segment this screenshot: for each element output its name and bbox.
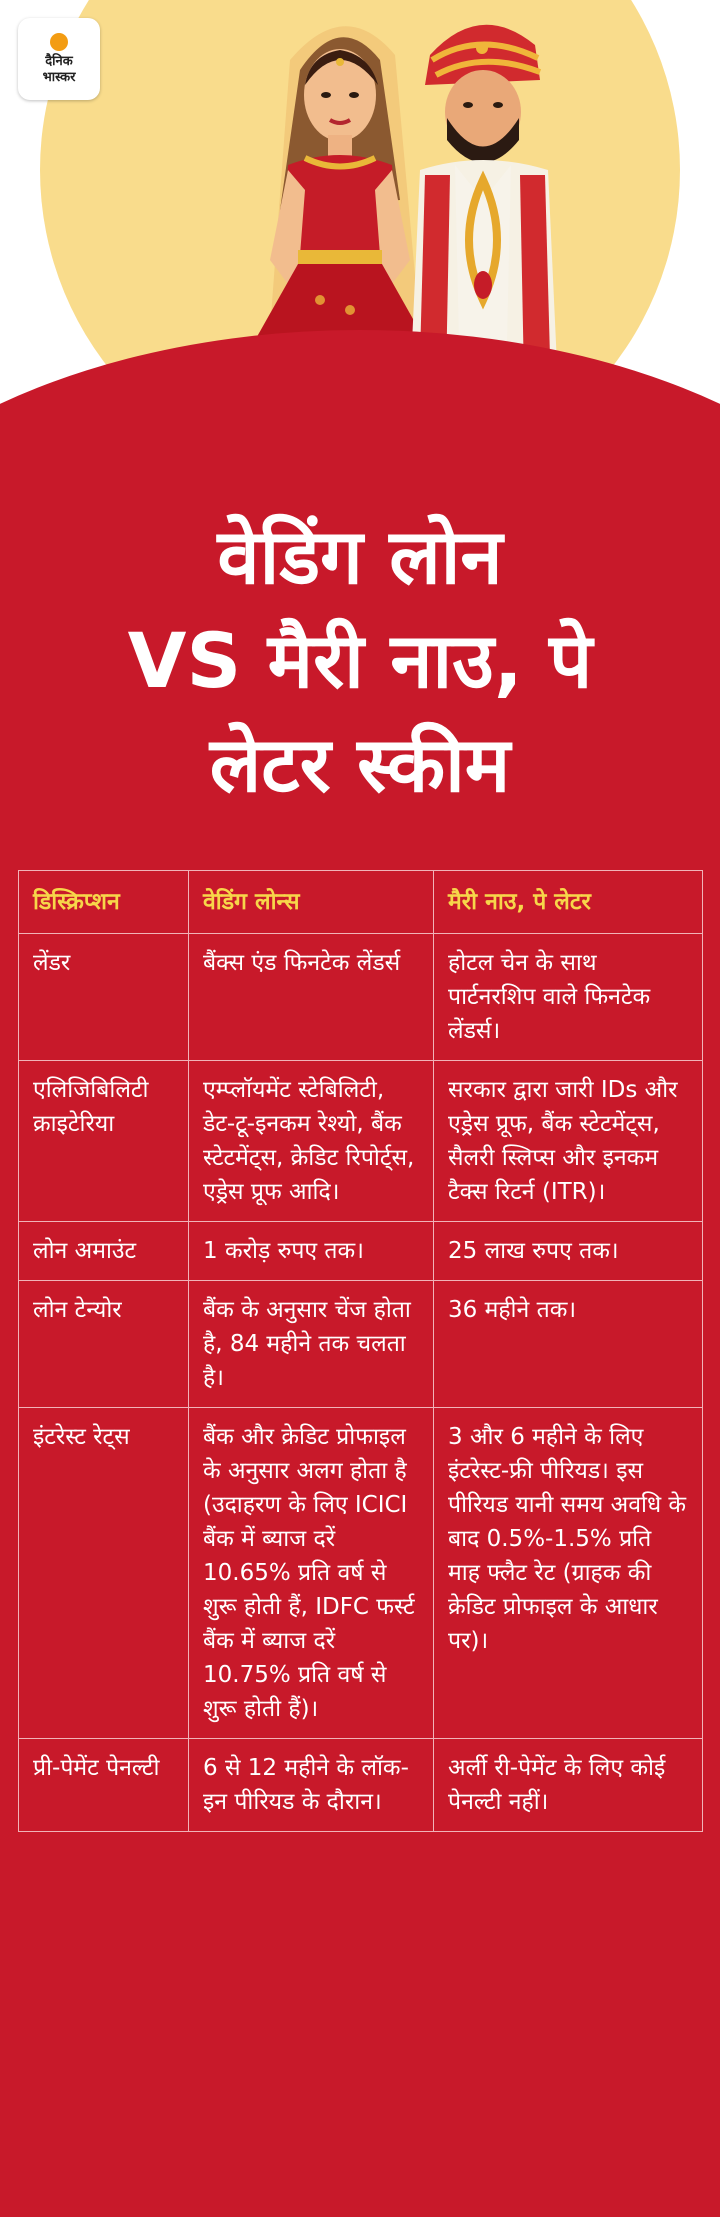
logo-text-line1: दैनिक xyxy=(45,53,73,69)
title-line: VS मैरी नाउ, पे xyxy=(127,616,593,705)
table-row xyxy=(19,1061,703,1222)
table-row xyxy=(19,934,703,1061)
row-label: लोन अमाउंट xyxy=(19,1222,189,1281)
page-title xyxy=(0,505,720,817)
row-label: लेंडर xyxy=(19,934,189,1061)
table-row xyxy=(19,1222,703,1281)
row-label: लोन टेन्योर xyxy=(19,1281,189,1408)
wedding-loan-cell: 1 करोड़ रुपए तक। xyxy=(189,1222,434,1281)
table-row xyxy=(19,1281,703,1408)
wedding-loan-cell: बैंक और क्रेडिट प्रोफाइल के अनुसार अलग होता है (उदाहरण के लिए ICICI बैंक में ब्याज दरें 10.65% प्रति वर्ष से शुरू होती हैं, IDFC फर्स्ट बैंक में ब्याज दरें 10.75% प्रति वर्ष से शुरू होती हैं)। xyxy=(189,1408,434,1739)
row-label: इंटरेस्ट रेट्स xyxy=(19,1408,189,1739)
dainik-bhaskar-logo xyxy=(18,18,100,100)
header-wedding-loans: वेडिंग लोन्स xyxy=(189,871,434,934)
title-line: लेटर स्कीम xyxy=(209,720,511,809)
table-header-row xyxy=(19,871,703,934)
marry-now-cell: होटल चेन के साथ पार्टनरशिप वाले फिनटेक लेंडर्स। xyxy=(434,934,703,1061)
marry-now-cell: 36 महीने तक। xyxy=(434,1281,703,1408)
row-label: प्री-पेमेंट पेनल्टी xyxy=(19,1739,189,1832)
hero-illustration xyxy=(0,0,720,560)
comparison-table-wrapper xyxy=(18,870,702,1832)
wedding-loan-cell: 6 से 12 महीने के लॉक-इन पीरियड के दौरान। xyxy=(189,1739,434,1832)
wedding-loan-cell: एम्प्लॉयमेंट स्टेबिलिटी, डेट-टू-इनकम रेश्यो, बैंक स्टेटमेंट्स, क्रेडिट रिपोर्ट्स, एड्रेस प्रूफ आदि। xyxy=(189,1061,434,1222)
logo-sun-icon xyxy=(50,33,68,51)
header-description: डिस्क्रिप्शन xyxy=(19,871,189,934)
logo-text-line2: भास्कर xyxy=(42,69,76,85)
header-marry-now-pay-later: मैरी नाउ, पे लेटर xyxy=(434,871,703,934)
title-line: वेडिंग लोन xyxy=(217,512,503,601)
table-row xyxy=(19,1739,703,1832)
wedding-loan-cell: बैंक्स एंड फिनटेक लेंडर्स xyxy=(189,934,434,1061)
row-label: एलिजिबिलिटी क्राइटेरिया xyxy=(19,1061,189,1222)
marry-now-cell: 25 लाख रुपए तक। xyxy=(434,1222,703,1281)
wedding-loan-cell: बैंक के अनुसार चेंज होता है, 84 महीने तक चलता है। xyxy=(189,1281,434,1408)
comparison-table xyxy=(18,870,703,1832)
marry-now-cell: 3 और 6 महीने के लिए इंटरेस्ट-फ्री पीरियड। इस पीरियड यानी समय अवधि के बाद 0.5%-1.5% प्रति माह फ्लैट रेट (ग्राहक की क्रेडिट प्रोफाइल के आधार पर)। xyxy=(434,1408,703,1739)
marry-now-cell: सरकार द्वारा जारी IDs और एड्रेस प्रूफ, बैंक स्टेटमेंट्स, सैलरी स्लिप्स और इनकम टैक्स रिटर्न (ITR)। xyxy=(434,1061,703,1222)
table-row xyxy=(19,1408,703,1739)
marry-now-cell: अर्ली री-पेमेंट के लिए कोई पेनल्टी नहीं। xyxy=(434,1739,703,1832)
